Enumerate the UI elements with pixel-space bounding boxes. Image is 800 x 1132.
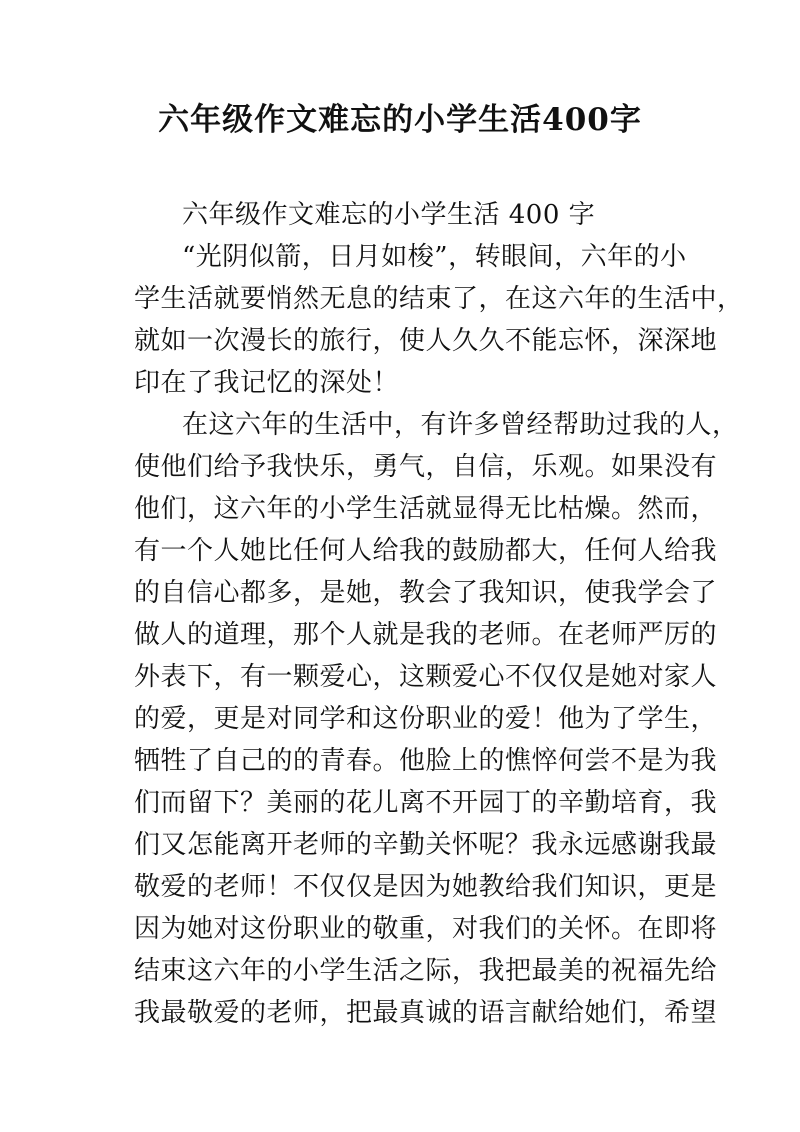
text-line: “光阴似箭，日月如梭”，转眼间，六年的小 <box>182 242 687 272</box>
text-line: 做人的道理，那个人就是我的老师。在老师严厉的 <box>134 620 718 650</box>
text-line: 外表下，有一颗爱心，这颗爱心不仅仅是她对家人 <box>134 662 718 692</box>
document-title: 六年级作文难忘的小学生活400字 <box>158 102 642 138</box>
text-line: 我最敬爱的老师，把最真诚的语言献给她们，希望 <box>134 998 718 1028</box>
text-line: 的自信心都多，是她，教会了我知识，使我学会了 <box>134 578 718 608</box>
text-line: 的爱，更是对同学和这份职业的爱！他为了学生， <box>134 704 718 734</box>
text-line: 在这六年的生活中，有许多曾经帮助过我的人， <box>182 410 739 440</box>
text-line: 他们，这六年的小学生活就显得无比枯燥。然而， <box>134 494 718 524</box>
text-line: 结束这六年的小学生活之际，我把最美的祝福先给 <box>134 956 718 986</box>
document-body <box>134 194 744 1034</box>
text-line: 们而留下？美丽的花儿离不开园丁的辛勤培育，我 <box>134 788 718 818</box>
text-line: 因为她对这份职业的敬重，对我们的关怀。在即将 <box>134 914 718 944</box>
text-line: 们又怎能离开老师的辛勤关怀呢？我永远感谢我最 <box>134 830 718 860</box>
text-line: 学生活就要悄然无息的结束了，在这六年的生活中， <box>134 284 744 314</box>
subtitle-line: 六年级作文难忘的小学生活 400 字 <box>182 200 596 230</box>
text-line: 有一个人她比任何人给我的鼓励都大，任何人给我 <box>134 536 718 566</box>
text-line: 敬爱的老师！不仅仅是因为她教给我们知识，更是 <box>134 872 718 902</box>
text-line: 使他们给予我快乐，勇气，自信，乐观。如果没有 <box>134 452 718 482</box>
text-line: 印在了我记忆的深处！ <box>134 368 400 398</box>
text-line: 牺牲了自己的的青春。他脸上的憔悴何尝不是为我 <box>134 746 718 776</box>
text-line: 就如一次漫长的旅行，使人久久不能忘怀，深深地 <box>134 326 718 356</box>
